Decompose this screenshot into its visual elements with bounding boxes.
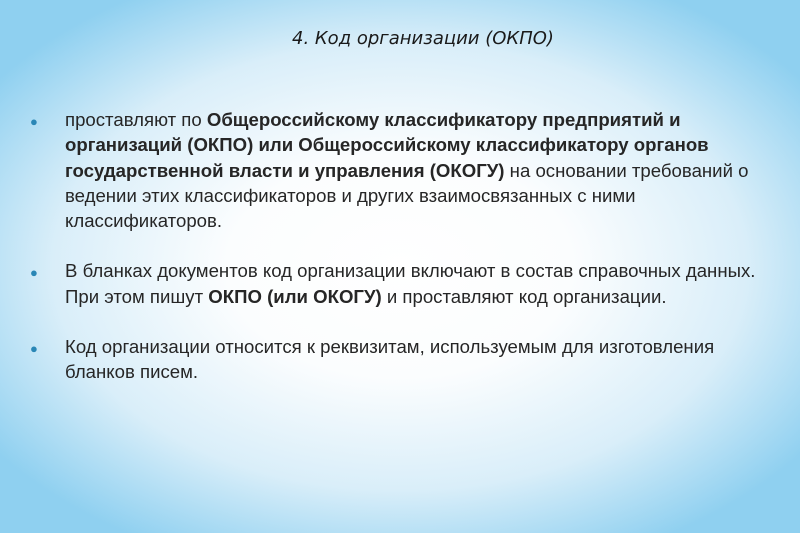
bullet-list [30,107,770,385]
bullet-text [65,260,755,306]
text-run: В бланках документов код организации включают в состав справочных данных. При этом пишут [65,260,756,307]
bullet-item [30,334,770,385]
bullet-dot-icon: ● [30,114,38,129]
bullet-item [30,107,770,233]
bullet-dot-icon: ● [30,341,38,357]
bullet-text [65,109,748,231]
text-run: и проставляют код организации. [381,285,667,307]
bullet-dot-icon: ● [30,265,38,281]
bullet-text [65,336,714,382]
text-run: Код организации относится к реквизитам, используемым для изготовления бланков писем. [65,336,715,383]
bullet-item [30,258,770,309]
text-run: на основании требований о ведении этих классификаторов и других взаимосвязанных с ними классификаторов. [65,159,749,232]
text-run: проставляют по [65,109,207,130]
slide-title: 4. Код организации (ОКПО) [292,28,554,49]
text-run-bold: Общероссийскому классификатору предприятий и организаций (ОКПО) или Общероссийскому классификатору органов государственной власти и управления (ОКОГУ) [65,109,709,181]
text-run-bold: ОКПО (или ОКОГУ) [208,285,382,307]
